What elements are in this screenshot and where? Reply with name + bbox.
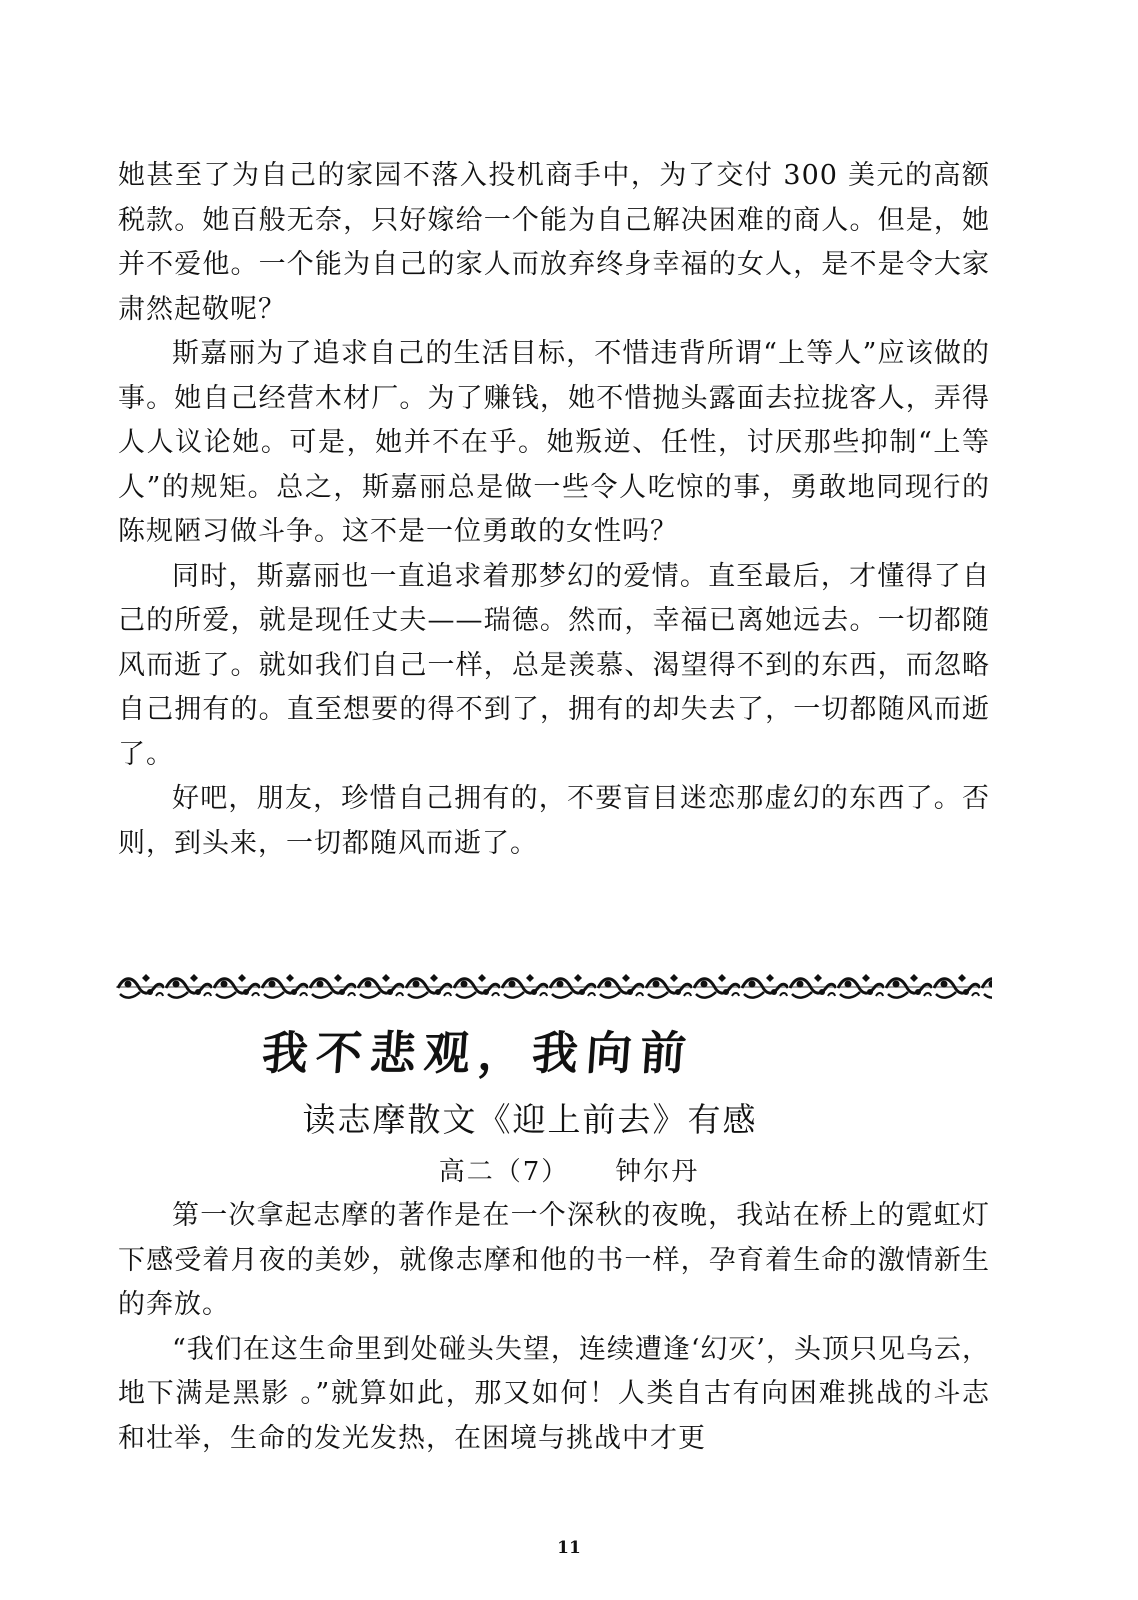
author-line: [0, 1152, 1138, 1192]
paragraph: 好吧，朋友，珍惜自己拥有的，不要盲目迷恋那虚幻的东西了。否则，到头来，一切都随风而逝了。: [118, 783, 990, 859]
paragraph: 第一次拿起志摩的著作是在一个深秋的夜晚，我站在桥上的霓虹灯下感受着月夜的美妙，就像志摩和他的书一样，孕育着生命的激情新生的奔放。: [118, 1200, 990, 1320]
article-subtitle: 读志摩散文《迎上前去》有感: [302, 1100, 758, 1139]
author-name: 钟尔丹: [615, 1157, 700, 1187]
page-number: 11: [557, 1538, 581, 1558]
author-class: 高二（7）: [438, 1157, 570, 1187]
article-title: 我不悲观，我向前: [260, 1026, 696, 1080]
article-body: [118, 1194, 990, 1461]
paragraph: 同时，斯嘉丽也一直追求着那梦幻的爱情。直至最后，才懂得了自己的所爱，就是现任丈夫——瑞德。然而，幸福已离她远去。一切都随风而逝了。就如我们自己一样，总是羡慕、渴望得不到的东西，而忽略自己拥有的。直至想要的得不到了，拥有的却失去了，一切都随风而逝了。: [118, 560, 990, 770]
paragraph: 斯嘉丽为了追求自己的生活目标，不惜违背所谓“上等人”应该做的事。她自己经营木材厂。为了赚钱，她不惜抛头露面去拉拢客人，弄得人人议论她。可是，她并不在乎。她叛逆、任性，讨厌那些抑制“上等人”的规矩。总之，斯嘉丽总是做一些令人吃惊的事，勇敢地同现行的陈规陋习做斗争。这不是一位勇敢的女性吗？: [118, 338, 990, 547]
paragraph: 她甚至了为自己的家园不落入投机商手中，为了交付 300 美元的高额税款。她百般无奈，只好嫁给一个能为自己解决困难的商人。但是，她并不爱他。一个能为自己的家人而放弃终身幸福的女人，是不是令大家肃然起敬呢？: [118, 160, 990, 325]
previous-article-continuation: [118, 154, 990, 866]
decorative-divider: [116, 972, 992, 1002]
paragraph: “我们在这生命里到处碰头失望，连续遭逢‘幻灭’，头顶只见乌云，地下满是黑影 。”就算如此，那又如何！人类自古有向困难挑战的斗志和壮举，生命的发光发热，在困境与挑战中才更: [118, 1333, 990, 1454]
